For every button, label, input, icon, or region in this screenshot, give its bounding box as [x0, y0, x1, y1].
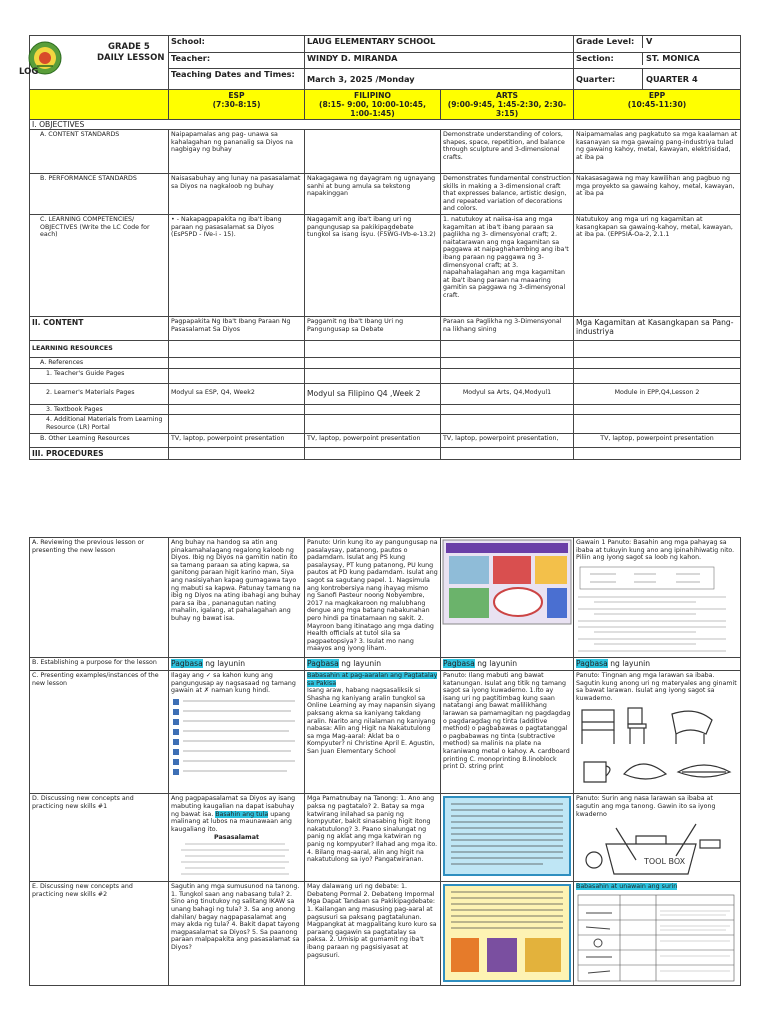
reviewing-epp: Gawain 1 Panuto: Basahin ang mga pahayag sa ibaba at tukuyin kung ano ang ipinahihiwatig nito. Piliin ang iyong sagot sa loob ng kahon.: [574, 538, 741, 658]
discussing2-label: E. Discussing new concepts and practicing new skills #2: [30, 882, 169, 986]
objectives-heading: I. OBJECTIVES: [30, 120, 741, 130]
lc-epp: Natutukoy ang mga uri ng kagamitan at kasangkapan sa gawaing-kahoy, metal, kawayan, at iba pa. (EPP5IA-Oa-2, 2.1.1: [574, 215, 741, 317]
performance-standards-label: B. PERFORMANCE STANDARDS: [30, 174, 169, 215]
lm-esp: Modyul sa ESP, Q4, Week2: [169, 383, 305, 404]
cs-filipino: [305, 130, 441, 174]
discussing1-epp: Panuto: Surin ang nasa larawan sa ibaba at sagutin ang mga tanong. Gawin ito sa iyong kwaderno TOOL BOX: [574, 794, 741, 882]
dates-label: Teaching Dates and Times:: [169, 69, 305, 90]
lm-arts: Modyul sa Arts, Q4,Modyul1: [441, 383, 574, 404]
content-arts: Paraan sa Paglikha ng 3-Dimensyonal na likhang sining: [441, 317, 574, 341]
quarter-value: QUARTER 4: [646, 74, 698, 84]
purpose-epp: Pagbasa ng layunin: [574, 658, 741, 671]
ps-esp: Naisasabuhay ang lunay na pasasalamat sa Diyos na nagkaloob ng buhay: [169, 174, 305, 215]
purpose-label: B. Establishing a purpose for the lesson: [30, 658, 169, 671]
section-value: ST. MONICA: [646, 53, 700, 63]
content-esp: Pagpapakita Ng Iba't Ibang Paraan Ng Pasasalamat Sa Diyos: [169, 317, 305, 341]
grade-level-value: V: [646, 36, 653, 46]
ps-filipino: Nakagagawa ng dayagram ng ugnayang sanhi at bung amula sa tekstong napakinggan: [305, 174, 441, 215]
quarter-cell: [574, 69, 741, 90]
grade-level-cell: [574, 36, 741, 53]
lm-filipino: Modyul sa Filipino Q4 ,Week 2: [305, 383, 441, 404]
purpose-arts: Pagbasa ng layunin: [441, 658, 574, 671]
learners-materials-label: 2. Learner's Materials Pages: [30, 383, 169, 404]
teacher-value: WINDY D. MIRANDA: [305, 53, 574, 69]
poem-text-thumbnail: [171, 842, 299, 878]
presenting-arts: Panuto: Ilang mabuti ang bawat katanungan. Isulat ang titik ng tamang sagot sa iyong kuwaderno. 1.Ito ay isang uri ng pagtitimbag kung saan natatangi ang bawat malilikhang larawan sa pamamagitan ng pagdagdag o pagdaragdag ng tinta (additive method) o pagbabawas o pagtatanggal o pagbabawas ng tinta (subtractive method) sa malinis na plate na karaniwang metal o kahoy. A. cardboard printing C. monoprinting B.linoblock print D. string print: [441, 671, 574, 794]
discussing1-filipino: Mga Pamatnubay na Tanong: 1. Ano ang paksa ng pagtatalo? 2. Batay sa mga katwirang inilahad sa panig ng kompyuter, bakit sinasabing higit itong nakatutulong? 3. Paano sinalungat ng panig ng aklat ang mga katwiran ng panig ng kompyuter? Ilahad ang mga ito. 4. Bilang mag-aaral, alin ang higit na nakatutulong sa iyo? Pangatwiranan.: [305, 794, 441, 882]
competencies-label: C. LEARNING COMPETENCIES/ OBJECTIVES (Write the LC Code for each): [30, 215, 169, 317]
furniture-pictures-icon: [576, 704, 736, 792]
content-epp: Mga Kagamitan at Kasangkapan sa Pang-industriya: [574, 317, 741, 341]
ps-arts: Demonstrates fundamental construction skills in making a 3-dimensional craft that expresses balance, artistic design, and repeated variation of decorations and colors.: [441, 174, 574, 215]
teachers-guide-label: 1. Teacher's Guide Pages: [30, 368, 169, 383]
subject-epp: EPP (10:45-11:30): [574, 90, 741, 120]
content-heading: II. CONTENT: [30, 317, 169, 341]
discussing2-epp: Babasahin at unawain ang surin: [574, 882, 741, 986]
reviewing-esp: Ang buhay na handog sa atin ang pinakamahalagang regalong kaloob ng Diyos. Ibig ng Diyos na gamitin natin ito sa tamang paraan sa ating kapwa, sa ganitong paraan higit karino man, Siya ang nasisiyahan kapag gumagawa tayo ng mabuti sa kapwa. Patunay tamang na ibig ng Diyos na ating ibahagi ang buhay para sa iba , pananagutan nating mahalin, igalang, at pahalagahan ang buhay ng bawat isa.: [169, 538, 305, 658]
reviewing-arts: [441, 538, 574, 658]
purpose-filipino: Pagbasa ng layunin: [305, 658, 441, 671]
toolbox-icon: [576, 820, 736, 880]
presenting-label: C. Presenting examples/instances of the new lesson: [30, 671, 169, 794]
subject-arts: ARTS (9:00-9:45, 1:45-2:30, 2:30-3:15): [441, 90, 574, 120]
lc-arts: 1. natutukoy at naiisa-isa ang mga kagamitan at iba't ibang paraan sa paglikha ng 3- dimensyonal craft; 2. naitatarawan ang mga kagamitan sa paggawa at naipaghahambing ang iba't ibang paraan ng paggawa ng 3-dimensyonal craft; at 3. napahahalagahan ang mga kagamitan at iba't ibang paraan na maaaring gamitin sa paggawa ng 3-dimensyonal craft.: [441, 215, 574, 317]
logo-caption: LOG: [19, 67, 39, 77]
discussing2-arts: [441, 882, 574, 986]
school-value: LAUG ELEMENTARY SCHOOL: [305, 36, 574, 53]
subject-esp: ESP (7:30-8:15): [169, 90, 305, 120]
purpose-esp: Pagbasa ng layunin: [169, 658, 305, 671]
additional-materials-label: 4. Additional Materials from Learning Resource (LR) Portal: [30, 415, 169, 434]
textbook-label: 3. Textbook Pages: [30, 404, 169, 415]
discussing2-filipino: May dalawang uri ng debate: 1. Debateng Pormal 2. Debateng Impormal Mga Dapat Tandaan sa Pakikipagdebate: 1. Kailangan ang masusing pag-aaral at pagsusuri sa paksang pagtatalunan. Magpangkat at magpalitang kuro kuro sa paraang gagawin sa pagtatalay sa paksa. 2. Umisip at gumamit ng iba't ibang paraan ng pagsisiyasat at pagsusuri.: [305, 882, 441, 986]
quarter-label: Quarter:: [574, 69, 643, 89]
presenting-esp: Ilagay ang ✓ sa kahon kung ang pangungusap ay nagsasaad ng tamang gawain at ✗ naman kung hindi.: [169, 671, 305, 794]
learning-resources-heading: LEARNING RESOURCES: [30, 341, 169, 358]
lc-esp: • - Nakapagpapakita ng iba't ibang paraan ng pasasalamat sa Diyos (EsP5PD - IVe-i - 15).: [169, 215, 305, 317]
discussing1-arts: [441, 794, 574, 882]
lc-filipino: Nagagamit ang iba't ibang uri ng pangungusap sa pakikipagdebate tungkol sa isang isyu. (F5WG-IVb-e-13.2): [305, 215, 441, 317]
teacher-label: Teacher:: [169, 53, 305, 69]
svg-text:TOOL BOX: TOOL BOX: [644, 857, 686, 867]
olr-esp: TV, laptop, powerpoint presentation: [169, 434, 305, 448]
cs-arts: Demonstrate understanding of colors, shapes, space, repetition, and balance through sculpture and 3-dimensional crafts.: [441, 130, 574, 174]
procedures-heading: III. PROCEDURES: [30, 448, 169, 460]
epp-tools-table-thumbnail: [576, 893, 736, 983]
arts-slide-thumbnail: [443, 540, 571, 624]
presenting-filipino: Babasahin at pag-aaralan ang Pagtatalay sa Pakisa Isang araw, habang nagsasaliksik si Shasha ng kaniyang aralin tungkol sa Online Learning ay may napansin siyang paksang akma sa kaniyang takdang aralin. Narito ang nilalaman ng kaniyang nabasa: Alin ang Higit na Nakatutulong sa mga Mag-aaral: Aklat ba o Kompyuter? ni Christine April E. Agustin, San Juan Elementary School: [305, 671, 441, 794]
school-logo-cell: [19, 36, 169, 90]
reviewing-filipino: Panuto: Urin kung ito ay pangungusap na pasalaysay, patanong, pautos o padamdam. Isulat ang PS kung pasalaysay, PT kung patanong, PU kung pautos at PD kung padamdam. Isulat ang sagot sa sagutang papel. 1. Nagsimula ang kontrobersiya nang ihayag mismo ng Sanofi Pasteur noong Nobyembre, 2017 na magkakaroon ng malubhang dengue ang mga batang nabakunahan pero hindi pa tinatamaan ng sakit. 2. Mayroon bang itinatago ang mga dating Health officials at tutol sila sa pagpaetopsiya? 3. Isulat mo nang maayos ang iyong liham.: [305, 538, 441, 658]
epp-activity-thumbnail: [576, 565, 736, 655]
cs-esp: Naipapamalas ang pag- unawa sa kahalagahan ng pananalig sa Diyos na nagbigay ng buhay: [169, 130, 305, 174]
olr-epp: TV, laptop, powerpoint presentation: [574, 434, 741, 448]
discussing1-esp: Ang pagpapasalamat sa Diyos ay isang mabuting kaugalian na dapat isabuhay ng bawat isa. Basahin ang tula upang malinang at lubos na maunawaan ang kaugaliang ito. Pasasalamat: [169, 794, 305, 882]
grade-level-label: Grade Level:: [574, 36, 643, 48]
arts-reading-card-thumbnail: [443, 796, 571, 876]
content-filipino: Paggamit ng Iba't Ibang Uri ng Pangungusap sa Debate: [305, 317, 441, 341]
lesson-plan-page-2: [29, 537, 741, 986]
ps-epp: Nakasasagawa ng may kawilihan ang pagbuo ng mga proyekto sa gawaing kahoy, metal, kawayan, at iba pa: [574, 174, 741, 215]
section-cell: [574, 53, 741, 69]
subject-filipino: FILIPINO (8:15- 9:00, 10:00-10:45, 1:00-1:45): [305, 90, 441, 120]
reviewing-label: A. Reviewing the previous lesson or presenting the new lesson: [30, 538, 169, 658]
other-resources-label: B. Other Learning Resources: [30, 434, 169, 448]
references-heading: A. References: [30, 358, 169, 369]
poem-title: Pasasalamat: [214, 834, 259, 842]
dates-value: March 3, 2025 /Monday: [305, 69, 574, 90]
discussing1-label: D. Discussing new concepts and practicing new skills #1: [30, 794, 169, 882]
title-daily-lesson: DAILY LESSON: [97, 53, 165, 63]
school-label: School:: [169, 36, 305, 53]
lesson-plan-page-1: [19, 35, 741, 460]
title-grade: GRADE 5: [108, 42, 150, 52]
subject-corner: [30, 90, 169, 120]
lm-epp: Module in EPP,Q4,Lesson 2: [574, 383, 741, 404]
arts-printing-card-thumbnail: [443, 884, 571, 982]
olr-filipino: TV, laptop, powerpoint presentation: [305, 434, 441, 448]
section-label: Section:: [574, 53, 643, 65]
olr-arts: TV, laptop, powerpoint presentation,: [441, 434, 574, 448]
cs-epp: Naipamamalas ang pagkatuto sa mga kaalaman at kasanayan sa mga gawaing pang-industriya tulad ng gawaing kahoy, metal, kawayan, elektrisidad, at iba pa: [574, 130, 741, 174]
esp-checklist-thumbnail: [171, 697, 299, 781]
content-standards-label: A. CONTENT STANDARDS: [30, 130, 169, 174]
presenting-epp: Panuto: Tingnan ang mga larawan sa ibaba. Sagutin kung anong uri ng materyales ang ginamit sa bawat larawan. Isulat ang iyong sagot sa kuwaderno.: [574, 671, 741, 794]
discussing2-esp: Sagutin ang mga sumusunod na tanong. 1. Tungkol saan ang nabasang tula? 2. Sino ang tinutukoy ng salitang IKAW sa unang bahagi ng tula? 3. Sa ang anong dahilan/ bagay nagpapasalamat ang may akda ng tula? 4. Bakit dapat tayong magpasalamat sa Diyos? 5. Sa paanong paraan malpapakita ang pasasalamat sa Diyos?: [169, 882, 305, 986]
